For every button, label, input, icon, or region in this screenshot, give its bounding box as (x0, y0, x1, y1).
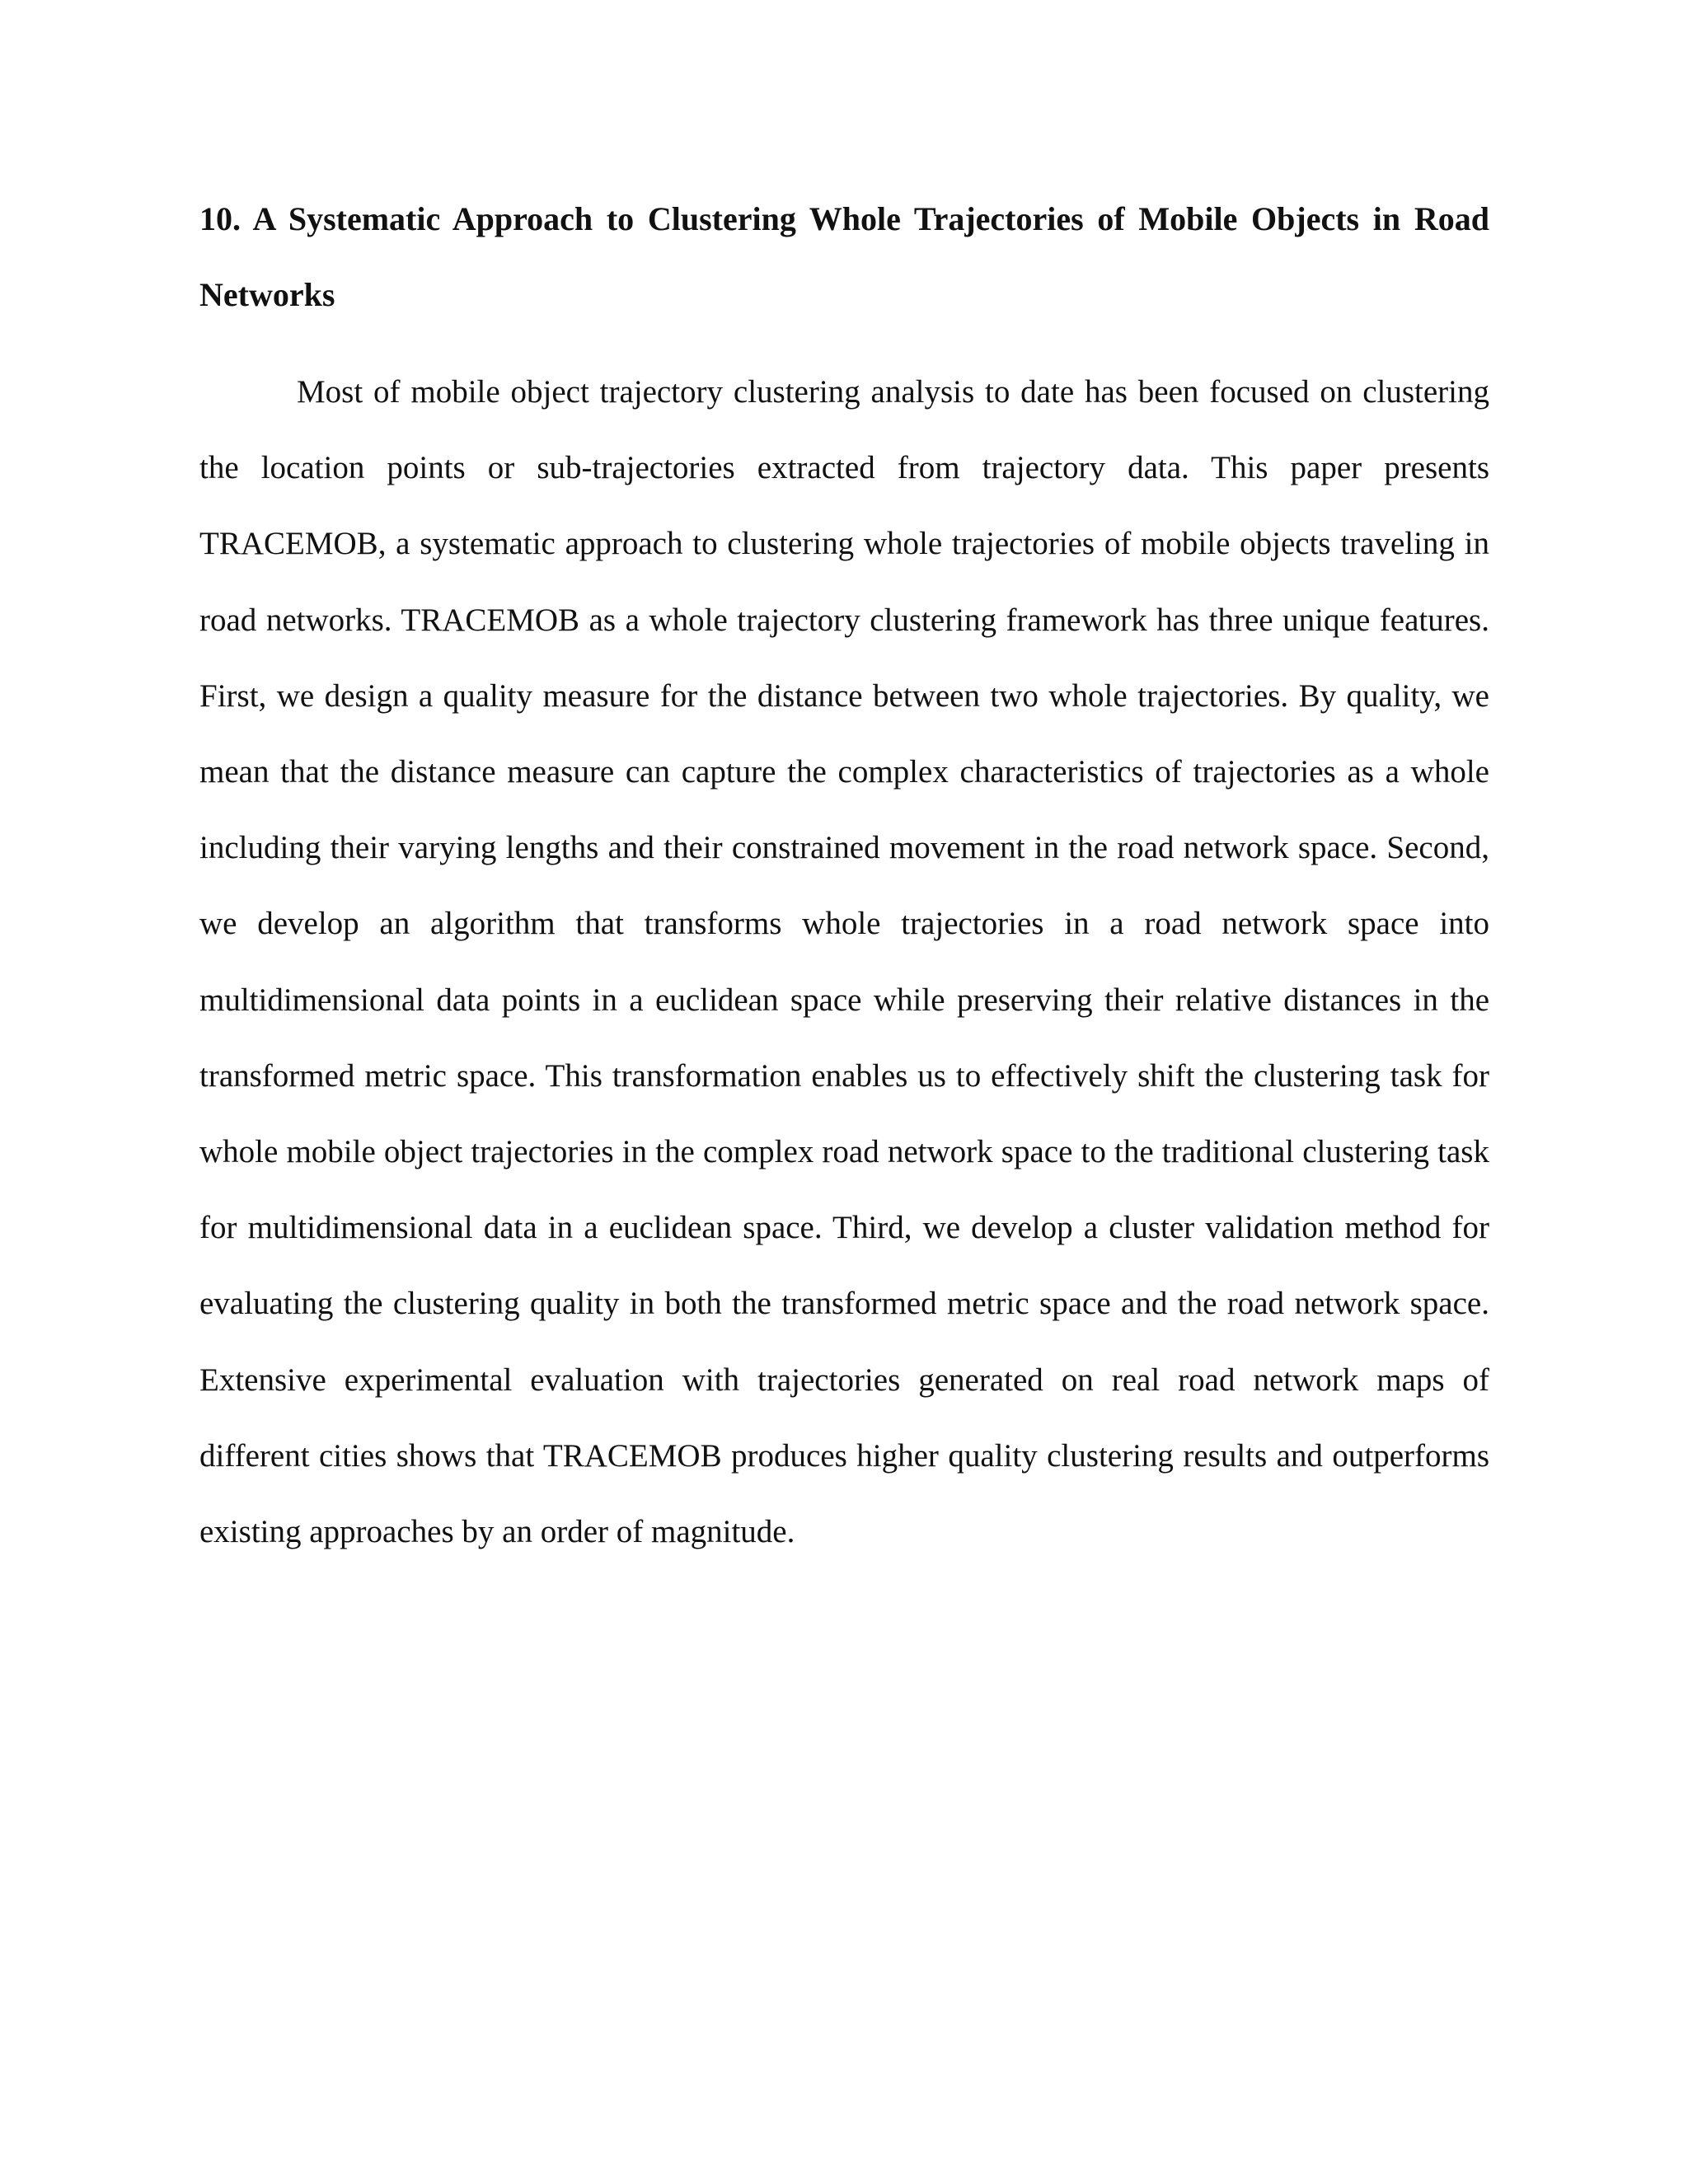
paper-title: 10. A Systematic Approach to Clustering Whole Trajectories of Mobile Objects in Road Networks (199, 200, 1489, 313)
abstract-paragraph: Most of mobile object trajectory clustering analysis to date has been focused on clustering the location points or sub-trajectories extracted from trajectory data. This paper presents TRACEMOB, a systematic approach to clustering whole trajectories of mobile objects traveling in road networks. TRACEMOB as a whole trajectory clustering framework has three unique features. First, we design a quality measure for the distance between two whole trajectories. By quality, we mean that the distance measure can capture the complex characteristics of trajectories as a whole including their varying lengths and their constrained movement in the road network space. Second, we develop an algorithm that transforms whole trajectories in a road network space into multidimensional data points in a euclidean space while preserving their relative distances in the transformed metric space. This transformation enables us to effectively shift the clustering task for whole mobile object trajectories in the complex road network space to the traditional clustering task for multidimensional data in a euclidean space. Third, we develop a cluster validation method for evaluating the clustering quality in both the transformed metric space and the road network space. Extensive experimental evaluation with trajectories generated on real road network maps of different cities shows that TRACEMOB produces higher quality clustering results and outperforms existing approaches by an order of magnitude. (199, 374, 1489, 1550)
